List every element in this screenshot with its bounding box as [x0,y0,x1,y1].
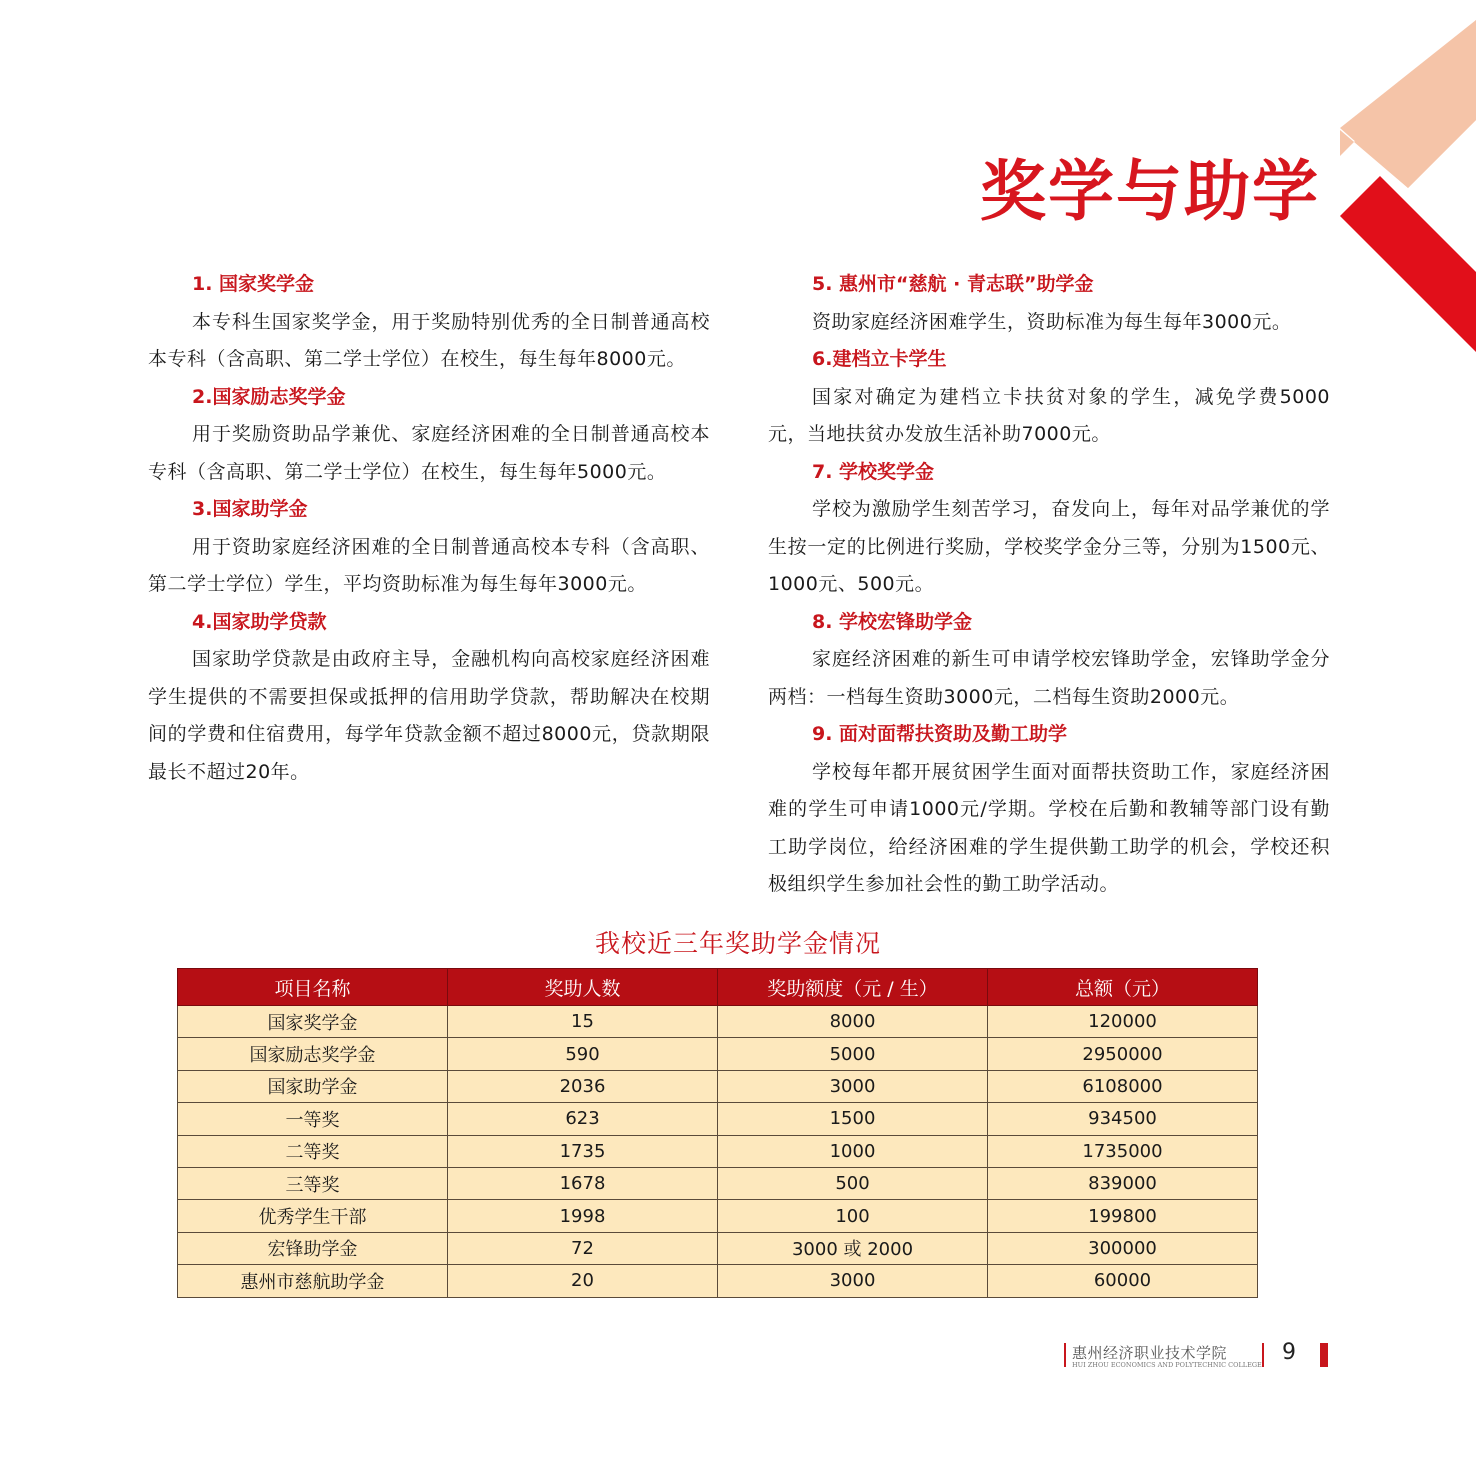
section-hongfeng-grant [768,604,1330,717]
table-cell: 6108000 [988,1070,1258,1102]
section-text: 资助家庭经济困难学生，资助标准为每生每年3000元。 [812,310,1292,333]
section-national-grant [148,491,710,604]
section-cihang-grant [768,266,1330,341]
table-cell: 3000 或 2000 [718,1232,988,1264]
table-cell: 3000 [718,1265,988,1297]
table-cell: 1500 [718,1103,988,1135]
section-national-scholarship [148,266,710,379]
table-cell: 623 [448,1103,718,1135]
table-cell: 934500 [988,1103,1258,1135]
section-national-encouragement-scholarship [148,379,710,492]
table-title: 我校近三年奖助学金情况 [594,929,881,958]
table-cell: 2950000 [988,1038,1258,1070]
table-row [178,1006,1258,1038]
section-heading: 9. 面对面帮扶资助及勤工助学 [812,723,1068,745]
section-heading: 5. 惠州市“慈航 · 青志联”助学金 [812,273,1094,295]
section-registered-poor-students [768,341,1330,454]
page-title: 奖学与助学 [980,153,1320,230]
section-text: 国家助学贷款是由政府主导，金融机构向高校家庭经济困难学生提供的不需要担保或抵押的信用助学贷款，帮助解决在校期间的学费和住宿费用，每学年贷款金额不超过8000元，贷款期限最长不超过20年。 [148,648,710,783]
table-cell: 72 [448,1232,718,1264]
table-cell: 199800 [988,1200,1258,1232]
footer-accent-bar [1320,1343,1328,1367]
table-cell: 三等奖 [178,1167,448,1199]
table-header-row [178,969,1258,1006]
section-text: 学校每年都开展贫困学生面对面帮扶资助工作，家庭经济困难的学生可申请1000元/学期。学校在后勤和教辅等部门设有勤工助学岗位，给经济困难的学生提供勤工助学的机会，学校还积极组织学生参加社会性的勤工助学活动。 [768,760,1330,895]
section-heading: 8. 学校宏锋助学金 [812,610,973,633]
table-cell: 国家助学金 [178,1070,448,1102]
table-cell: 590 [448,1038,718,1070]
table-row [178,1200,1258,1232]
scholarship-table [177,968,1258,1298]
table-cell: 惠州市慈航助学金 [178,1265,448,1297]
section-heading: 1. 国家奖学金 [192,273,315,295]
section-text: 用于奖励资助品学兼优、家庭经济困难的全日制普通高校本专科（含高职、第二学士学位）在校生，每生每年5000元。 [148,423,710,483]
table-row [178,1265,1258,1297]
section-text: 本专科生国家奖学金，用于奖励特别优秀的全日制普通高校本专科（含高职、第二学士学位）在校生，每生每年8000元。 [148,310,710,370]
section-national-student-loan [148,604,710,792]
section-text: 国家对确定为建档立卡扶贫对象的学生，减免学费5000元，当地扶贫办发放生活补助7000元。 [768,385,1330,445]
section-heading: 2.国家励志奖学金 [192,385,346,408]
column-header: 奖助人数 [448,969,718,1006]
section-heading: 6.建档立卡学生 [812,348,947,370]
section-heading: 3.国家助学金 [192,498,308,520]
section-text: 学校为激励学生刻苦学习，奋发向上，每年对品学兼优的学生按一定的比例进行奖励，学校奖学金分三等，分别为1500元、1000元、500元。 [768,498,1330,595]
table-cell: 3000 [718,1070,988,1102]
table-cell: 8000 [718,1006,988,1038]
column-header: 项目名称 [178,969,448,1006]
page-number: 9 [1282,1340,1296,1365]
table-row [178,1103,1258,1135]
table-cell: 300000 [988,1232,1258,1264]
table-cell: 1998 [448,1200,718,1232]
column-header: 奖助额度（元 / 生） [718,969,988,1006]
college-name-cn: 惠州经济职业技术学院 [1072,1344,1228,1362]
section-heading: 7. 学校奖学金 [812,460,935,483]
footer-divider [1262,1343,1264,1367]
section-text: 用于资助家庭经济困难的全日制普通高校本专科（含高职、第二学士学位）学生，平均资助标准为每生每年3000元。 [148,535,710,595]
column-header: 总额（元） [988,969,1258,1006]
table-row [178,1135,1258,1167]
table-cell: 1678 [448,1167,718,1199]
table-cell: 5000 [718,1038,988,1070]
table-row [178,1070,1258,1102]
table-cell: 2036 [448,1070,718,1102]
table-cell: 国家奖学金 [178,1006,448,1038]
table-cell: 839000 [988,1167,1258,1199]
left-column [148,266,710,791]
table-cell: 宏锋助学金 [178,1232,448,1264]
table-cell: 1735000 [988,1135,1258,1167]
table-cell: 优秀学生干部 [178,1200,448,1232]
table-cell: 国家励志奖学金 [178,1038,448,1070]
table-row [178,1167,1258,1199]
table-cell: 60000 [988,1265,1258,1297]
footer-divider [1064,1343,1066,1367]
section-work-study [768,716,1330,904]
table-cell: 一等奖 [178,1103,448,1135]
section-heading: 4.国家助学贷款 [192,610,327,633]
college-name-en: HUI ZHOU ECONOMICS AND POLYTECHNIC COLLEGE [1072,1361,1262,1369]
table-cell: 500 [718,1167,988,1199]
table-cell: 二等奖 [178,1135,448,1167]
table-cell: 20 [448,1265,718,1297]
table-cell: 100 [718,1200,988,1232]
table-cell: 1735 [448,1135,718,1167]
table-cell: 1000 [718,1135,988,1167]
table-cell: 15 [448,1006,718,1038]
table-row [178,1232,1258,1264]
section-text: 家庭经济困难的新生可申请学校宏锋助学金，宏锋助学金分两档：一档每生资助3000元，二档每生资助2000元。 [768,648,1330,708]
section-school-scholarship [768,454,1330,604]
table-row [178,1038,1258,1070]
right-column [768,266,1330,904]
table-cell: 120000 [988,1006,1258,1038]
